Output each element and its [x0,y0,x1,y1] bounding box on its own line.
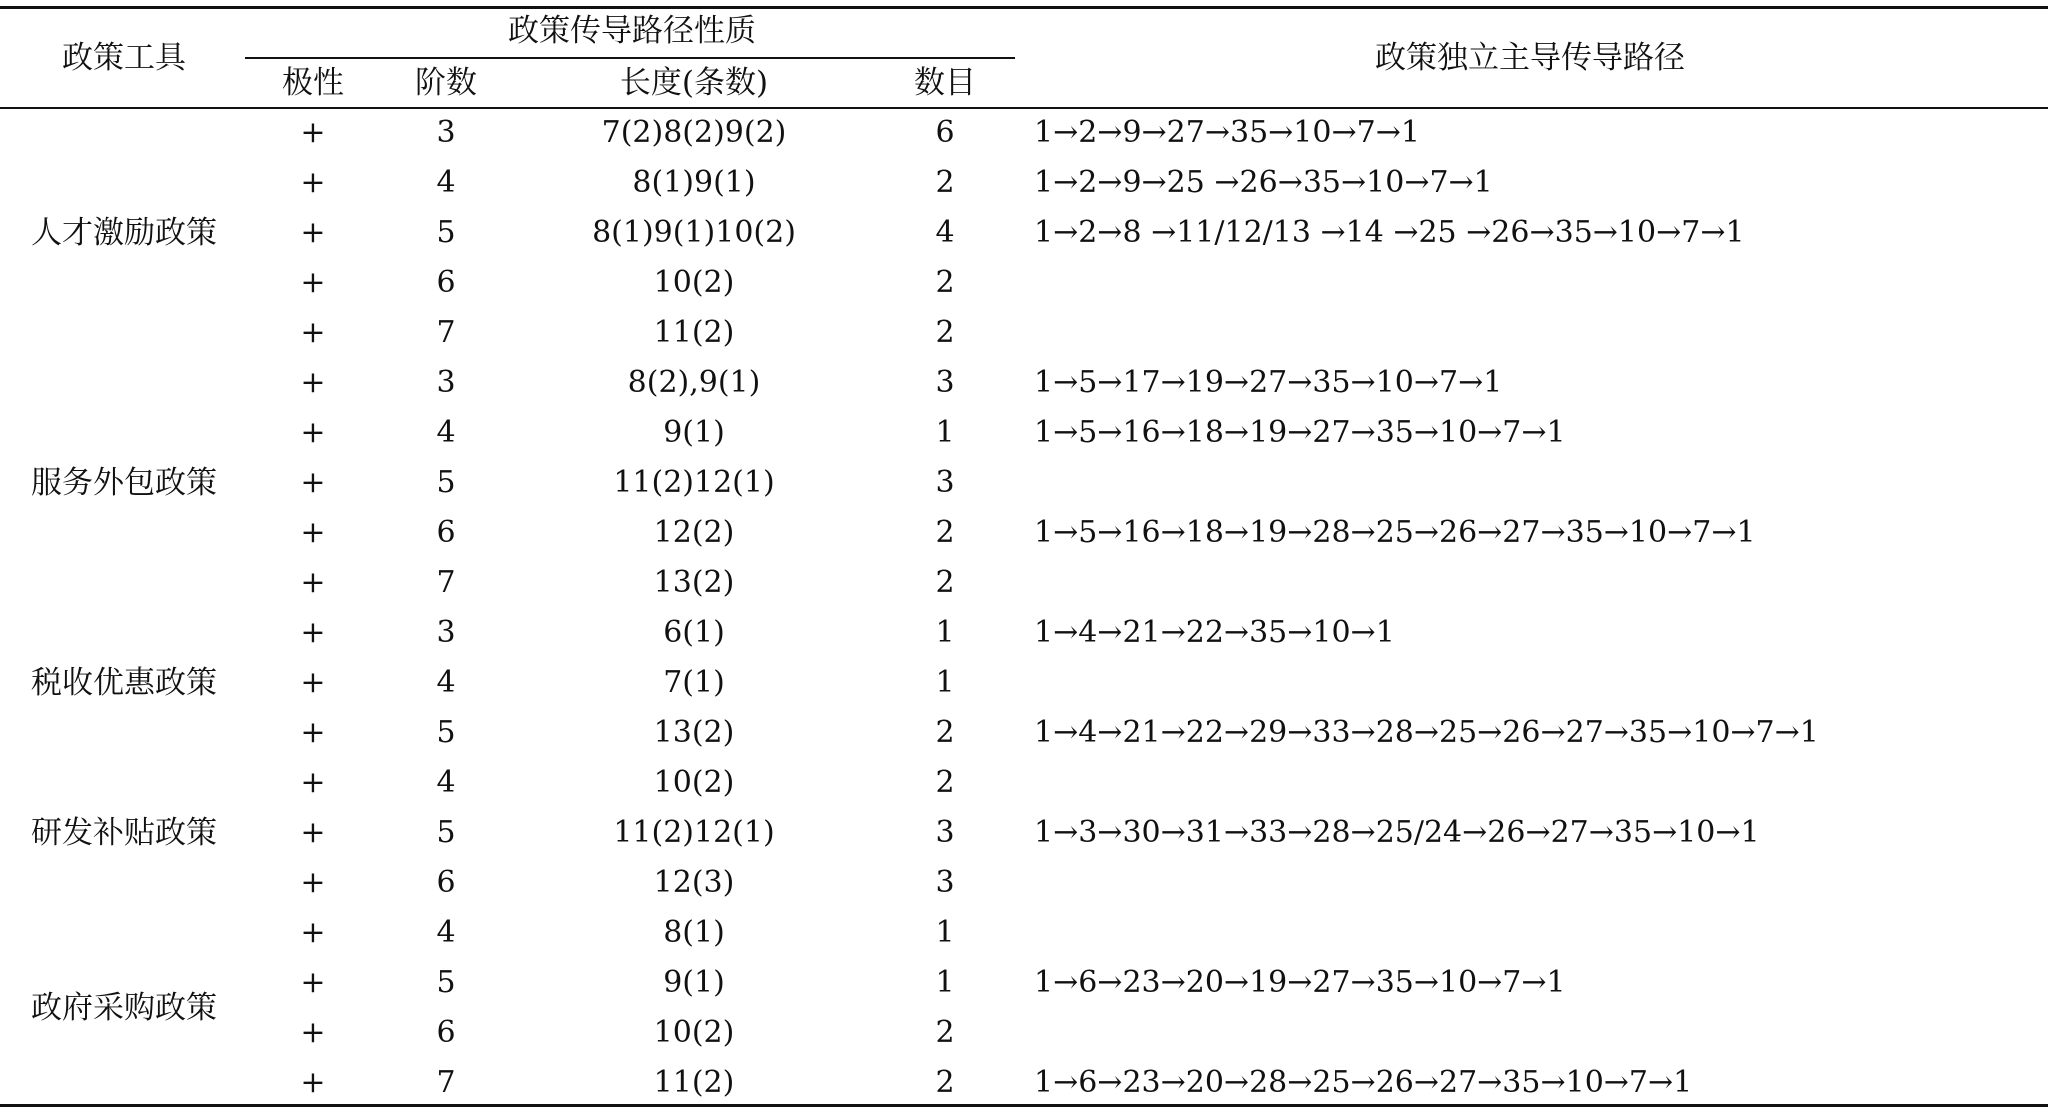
cell-order: 4 [436,765,456,800]
cell-length: 7(2)8(2)9(2) [601,115,787,150]
cell-path: 1→4→21→22→35→10→1 [1034,615,1395,650]
cell-path: 1→6→23→20→28→25→26→27→35→10→7→1 [1034,1065,1693,1100]
cell-path: 1→3→30→31→33→28→25/24→26→27→35→10→1 [1034,815,1760,850]
top-rule [0,6,2048,9]
cell-count: 2 [935,715,955,750]
cell-polarity: + [300,765,326,800]
cell-count: 1 [935,965,955,1000]
cell-policy-tool: 研发补贴政策 [31,815,217,851]
cell-length: 11(2) [653,315,735,350]
cell-count: 4 [935,215,955,250]
cell-path: 1→2→9→27→35→10→7→1 [1034,115,1420,150]
cell-order: 7 [436,315,456,350]
cell-order: 7 [436,1065,456,1100]
cell-count: 1 [935,665,955,700]
cell-count: 6 [935,115,955,150]
cell-order: 6 [436,1015,456,1050]
cell-order: 5 [436,465,456,500]
cell-polarity: + [300,1065,326,1100]
cell-polarity: + [300,865,326,900]
cell-path: 1→2→8 →11/12/13 →14 →25 →26→35→10→7→1 [1034,215,1745,250]
cell-polarity: + [300,715,326,750]
cell-order: 6 [436,515,456,550]
cell-count: 1 [935,915,955,950]
cell-polarity: + [300,1015,326,1050]
cell-count: 3 [935,365,955,400]
cell-length: 11(2)12(1) [613,815,775,850]
cell-polarity: + [300,815,326,850]
cell-count: 3 [935,815,955,850]
cell-polarity: + [300,115,326,150]
cell-count: 2 [935,565,955,600]
cell-count: 1 [935,615,955,650]
cell-path: 1→5→16→18→19→27→35→10→7→1 [1034,415,1566,450]
header-count: 数目 [914,65,976,101]
cell-count: 3 [935,465,955,500]
cell-length: 13(2) [653,565,735,600]
cell-order: 6 [436,265,456,300]
cell-count: 1 [935,415,955,450]
cell-polarity: + [300,415,326,450]
cell-polarity: + [300,565,326,600]
cell-length: 8(1) [663,915,725,950]
cell-path: 1→4→21→22→29→33→28→25→26→27→35→10→7→1 [1034,715,1819,750]
cell-length: 12(3) [653,865,735,900]
cell-count: 2 [935,1015,955,1050]
header-length: 长度(条数) [619,65,769,101]
cell-polarity: + [300,365,326,400]
cell-order: 3 [436,615,456,650]
cell-length: 10(2) [653,265,735,300]
cell-polarity: + [300,965,326,1000]
header-order: 阶数 [415,65,477,101]
cell-polarity: + [300,265,326,300]
cell-order: 6 [436,865,456,900]
header-polarity: 极性 [282,65,344,101]
cell-policy-tool: 服务外包政策 [31,465,217,501]
cell-order: 4 [436,165,456,200]
cell-count: 2 [935,165,955,200]
cell-length: 8(1)9(1)10(2) [592,215,796,250]
cell-order: 4 [436,415,456,450]
cell-polarity: + [300,465,326,500]
cell-length: 8(1)9(1) [632,165,756,200]
cell-length: 13(2) [653,715,735,750]
cell-count: 2 [935,265,955,300]
cell-count: 2 [935,515,955,550]
cell-order: 4 [436,915,456,950]
cell-length: 7(1) [663,665,725,700]
cell-policy-tool: 政府采购政策 [31,990,217,1026]
cell-order: 5 [436,215,456,250]
cell-length: 11(2) [653,1065,735,1100]
cell-length: 12(2) [653,515,735,550]
cell-order: 3 [436,115,456,150]
cell-policy-tool: 人才激励政策 [31,215,217,251]
cell-length: 9(1) [663,415,725,450]
cell-order: 5 [436,965,456,1000]
cell-count: 3 [935,865,955,900]
cell-order: 4 [436,665,456,700]
cell-order: 3 [436,365,456,400]
cell-polarity: + [300,215,326,250]
cell-count: 2 [935,765,955,800]
cell-length: 6(1) [663,615,725,650]
cell-path: 1→5→17→19→27→35→10→7→1 [1034,365,1503,400]
cell-polarity: + [300,915,326,950]
cell-order: 7 [436,565,456,600]
cell-polarity: + [300,665,326,700]
cell-order: 5 [436,815,456,850]
cell-length: 10(2) [653,1015,735,1050]
cell-length: 8(2),9(1) [627,365,761,400]
header-policy-tool: 政策工具 [62,40,186,76]
cell-order: 5 [436,715,456,750]
cell-path: 1→2→9→25 →26→35→10→7→1 [1034,165,1493,200]
cell-polarity: + [300,515,326,550]
header-independent-paths: 政策独立主导传导路径 [1375,40,1685,76]
cell-policy-tool: 税收优惠政策 [31,665,217,701]
cell-polarity: + [300,315,326,350]
cell-length: 10(2) [653,765,735,800]
cell-path: 1→6→23→20→19→27→35→10→7→1 [1034,965,1566,1000]
cell-length: 9(1) [663,965,725,1000]
cell-length: 11(2)12(1) [613,465,775,500]
cell-count: 2 [935,1065,955,1100]
cell-polarity: + [300,615,326,650]
cell-count: 2 [935,315,955,350]
cell-polarity: + [300,165,326,200]
header-path-properties: 政策传导路径性质 [508,13,756,49]
cell-path: 1→5→16→18→19→28→25→26→27→35→10→7→1 [1034,515,1756,550]
